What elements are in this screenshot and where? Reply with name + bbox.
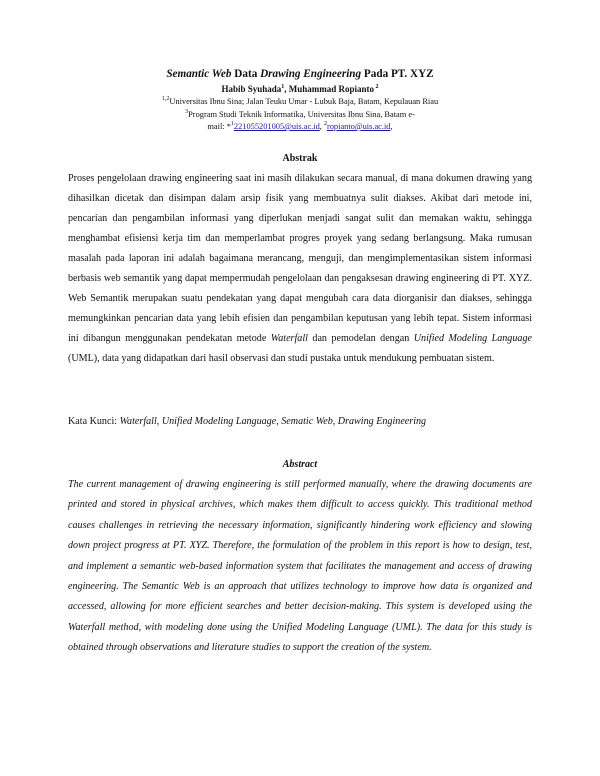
affiliation-1 [60,96,540,107]
email-prefix: mail: * [207,122,231,131]
author-separator: , [284,84,289,94]
email-suffix: , [390,122,393,131]
author-2-sup: 2 [374,84,379,90]
email-1-sup: 1 [230,121,234,128]
title-part-data: Data [231,68,261,80]
abstrak-text-part-2: dan pemodelan dengan [307,333,414,344]
affiliation-2-sup: 3 [185,109,189,116]
author-1: Habib Syuhada [221,84,282,94]
email-separator: , [319,122,324,131]
email-2-sup: 2 [323,121,327,128]
abstrak-text-part-1: Proses pengelolaan drawing engineering saat ini masih dilakukan secara manual, di mana dokumen drawing yang dihasilkan dicetak dan disimpan dalam arsip fisik yang membuatnya sulit diakses. Akibat dari metode ini, pencarian dan pengambilan informasi yang diperlukan menjadi sangat sulit dan memakan waktu, sehingga menghambat efisiensi kerja tim dan memperlambat progres proyek yang sedang berlangsung. Maka rumusan masalah pada laporan ini adalah bagaimana merancang, menguji, dan mengimplementasikan sistem informasi berbasis web semantik yang dapat mempermudah pengelolaan dan pengaksesan drawing engineering di PT. XYZ. Web Semantik merupakan suatu pendekatan yang dapat mengubah cara data diorganisir dan diakses, sehingga memungkinkan pencarian data yang lebih efisien dan pengambilan keputusan yang lebih tepat. Sistem informasi ini dibangun menggunakan pendekatan metode [68,173,532,344]
author-list [60,83,540,95]
author-2: Muhammad Ropianto [288,84,375,94]
abstrak-text-part-3: (UML), data yang didapatkan dari hasil observasi dan studi pustaka untuk mendukung pembuatan sistem. [68,353,495,364]
title-part-semantic-web: Semantic Web [166,68,232,80]
affiliation-1-sup: 1,2 [161,96,170,103]
abstrak-uml-term: Unified Modeling Language [413,333,532,344]
title-part-company: Pada PT. XYZ [361,68,434,80]
abstrak-heading: Abstrak [282,153,318,164]
keywords-line [68,414,532,430]
title-part-drawing-engineering: Drawing Engineering [260,68,362,80]
abstrak-paragraph [68,169,532,369]
keywords-label: Kata Kunci: [68,416,120,427]
abstract-paragraph: The current management of drawing engineering is still performed manually, where the drawing documents are printed and stored in physical archives, which makes them difficult to access quickly. This traditional method causes challenges in retrieving the necessary information, significantly hindering work efficiency and slowing down project progress at PT. XYZ. Therefore, the formulation of the problem in this report is how to design, test, and implement a semantic web-based information system that facilitates the management and access of drawing engineering. The Semantic Web is an approach that utilizes technology to improve how data is organized and accessed, allowing for more efficient searches and better decision-making. This system is developed using the Waterfall method, with modeling done using the Unified Modeling Language (UML). The data for this study is obtained through observations and literature studies to support the creation of the system. [68,479,532,654]
affiliation-2 [60,109,540,120]
paper-title [60,67,540,81]
affiliation-2-text: Program Studi Teknik Informatika, Universitas Ibnu Sina, Batam e- [188,110,415,119]
keywords-list: Waterfall, Unified Modeling Language, Sematic Web, Drawing Engineering [119,416,427,427]
abstrak-waterfall-term: Waterfall [270,333,308,344]
email-link-1[interactable]: 221055201005@uis.ac.id [233,122,320,131]
author-1-sup: 1 [281,84,285,90]
email-line [60,121,540,132]
affiliation-1-text: Universitas Ibnu Sina; Jalan Teuku Umar - Lubuk Baja, Batam, Kepulauan Riau [169,97,439,106]
abstract-heading: Abstract [282,459,318,470]
email-link-2[interactable]: ropianto@uis.ac.id [326,122,391,131]
